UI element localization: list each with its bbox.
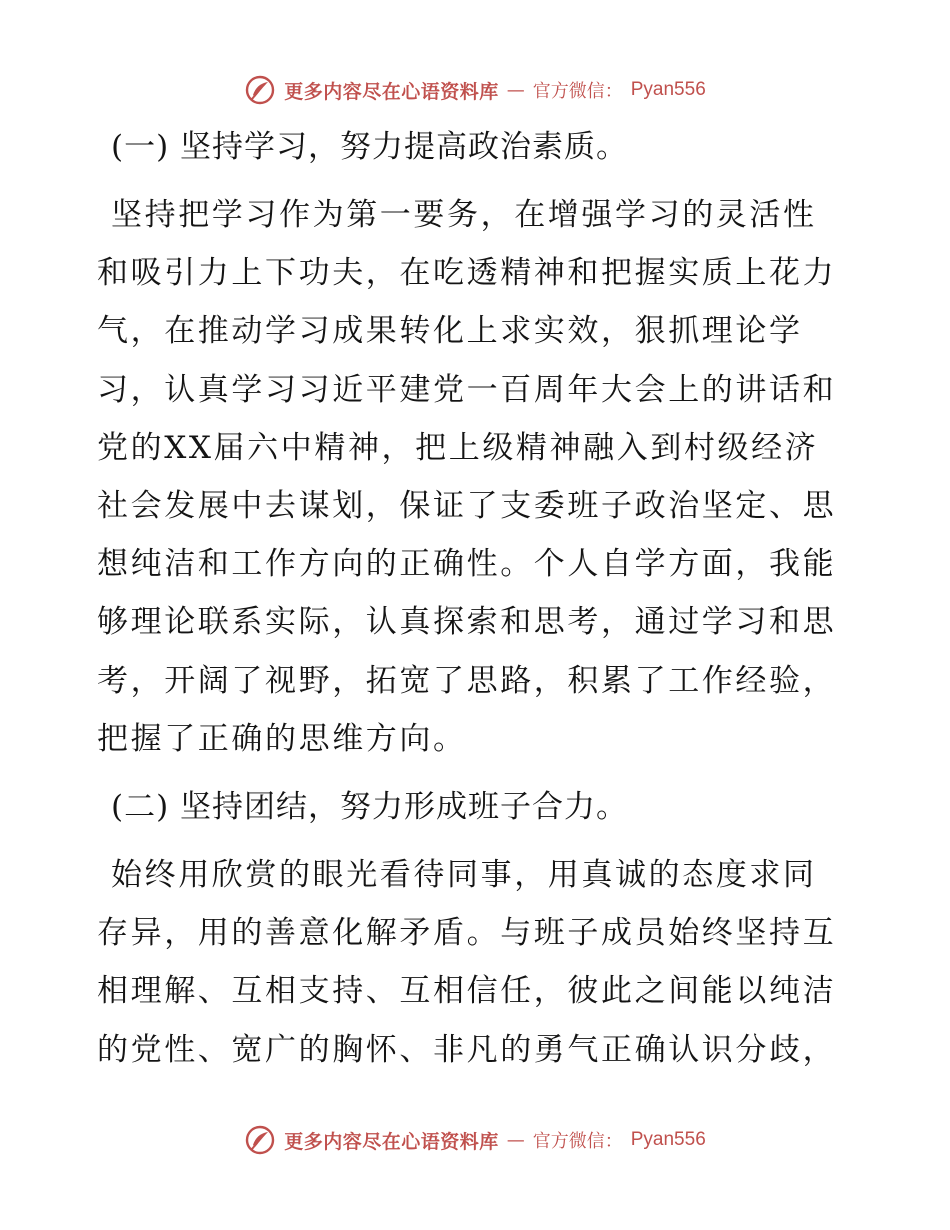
paragraph-line: 始终用欣赏的眼光看待同事，用真诚的态度求同 [111,857,817,894]
section-heading-2: (二) 坚持团结，努力形成班子合力。 [111,789,629,826]
paragraph-line: 社会发展中去谋划，保证了支委班子政治坚定、思 [97,488,837,525]
paragraph-line: 和吸引力上下功夫，在吃透精神和把握实质上花力 [97,255,837,292]
watermark-footer [0,1120,950,1160]
paragraph-line: 党的XX届六中精神，把上级精神融入到村级经济 [97,429,819,466]
watermark-title: 更多内容尽在心语资料库 [284,80,499,103]
watermark-account: Pyan556 [630,1129,706,1150]
paragraph-line: 习，认真学习习近平建党一百周年大会上的讲话和 [97,371,837,408]
paragraph-line: 的党性、宽广的胸怀、非凡的勇气正确认识分歧， [97,1031,837,1068]
watermark-label: 官方微信： [532,81,623,102]
watermark-title: 更多内容尽在心语资料库 [284,1130,499,1153]
paragraph-line: 相理解、互相支持、互相信任，彼此之间能以纯洁 [97,973,837,1010]
paragraph-line: 存异，用的善意化解矛盾。与班子成员始终坚持互 [97,915,837,952]
brand-logo-icon [244,1124,276,1156]
watermark-account: Pyan556 [630,79,706,100]
section-paragraph-2 [97,846,857,1079]
paragraph-line: 坚持把学习作为第一要务，在增强学习的灵活性 [111,197,817,233]
paragraph-line: 把握了正确的思维方向。 [97,720,467,757]
section-paragraph-1 [97,186,857,768]
watermark-label: 官方微信： [532,1131,623,1152]
document-body [97,118,857,1079]
brand-logo-icon [244,74,276,106]
paragraph-line: 气，在推动学习成果转化上求实效，狠抓理论学 [97,313,803,350]
watermark-separator: — [506,1129,525,1151]
paragraph-line: 考，开阔了视野，拓宽了思路，积累了工作经验， [97,662,837,699]
section-heading-1: (一) 坚持学习，努力提高政治素质。 [111,129,629,165]
watermark-header [0,70,950,110]
watermark-separator: — [506,79,525,101]
paragraph-line: 够理论联系实际，认真探索和思考，通过学习和思 [97,604,837,641]
paragraph-line: 想纯洁和工作方向的正确性。个人自学方面，我能 [97,546,837,583]
